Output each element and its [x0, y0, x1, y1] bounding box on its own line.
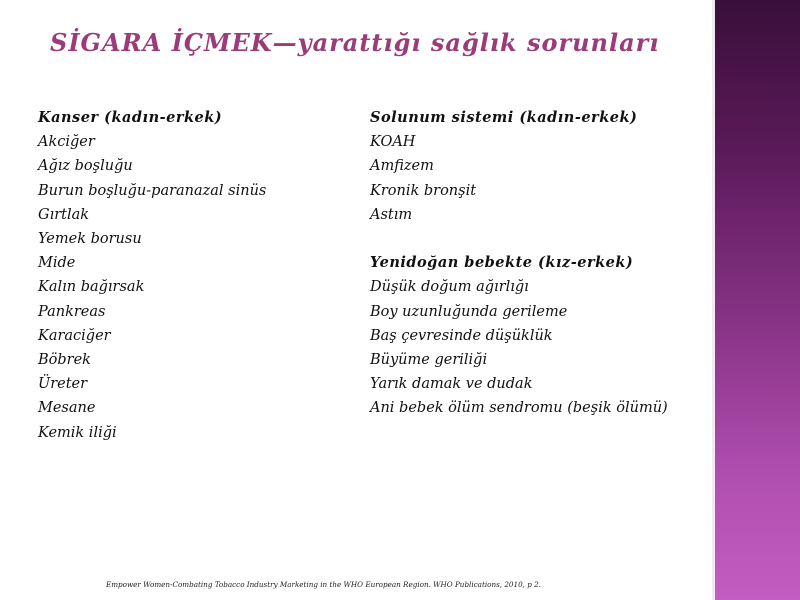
list-item: Gırtlak: [38, 206, 90, 223]
slide-title: SİGARA İÇMEK—yarattığı sağlık sorunları: [50, 28, 660, 57]
list-item: Kalın bağırsak: [38, 279, 145, 296]
newborn-heading: Yenidoğan bebekte (kız-erkek): [370, 254, 634, 272]
source-citation: Empower Women-Combating Tobacco Industry Marketing in the WHO European Region. WHO Publications, 2010, p 2.: [106, 580, 541, 589]
list-item: Burun boşluğu-paranazal sinüs: [38, 182, 267, 199]
list-item: Mide: [38, 255, 76, 272]
list-item: Pankreas: [38, 303, 106, 320]
list-item: Yarık damak ve dudak: [370, 376, 533, 393]
list-item: Karaciğer: [38, 327, 111, 344]
list-item: Baş çevresinde düşüklük: [370, 327, 553, 344]
list-item: Büyüme geriliği: [370, 352, 488, 369]
list-item: Üreter: [38, 376, 88, 393]
list-item: Kronik bronşit: [370, 182, 477, 199]
list-item: Amfizem: [370, 158, 434, 175]
list-item: Akciğer: [38, 134, 95, 151]
list-item: Ani bebek ölüm sendromu (beşik ölümü): [370, 400, 668, 417]
sidebar-divider: [712, 0, 715, 600]
respiratory-heading: Solunum sistemi (kadın-erkek): [370, 109, 638, 126]
list-item: Böbrek: [38, 352, 91, 369]
list-item: Boy uzunluğunda gerileme: [370, 303, 568, 320]
section-spacer: [370, 227, 710, 251]
list-item: Mesane: [38, 400, 96, 417]
list-item: Yemek borusu: [38, 231, 142, 248]
list-item: Kemik iliği: [38, 424, 117, 441]
list-item: Ağız boşluğu: [38, 158, 133, 175]
cancer-column: [38, 106, 358, 445]
other-effects-column: [370, 106, 710, 421]
list-item: Düşük doğum ağırlığı: [370, 279, 529, 296]
cancer-heading: Kanser (kadın-erkek): [38, 109, 223, 126]
list-item: Astım: [370, 206, 413, 223]
decorative-sidebar: [712, 0, 800, 600]
list-item: KOAH: [370, 134, 416, 151]
